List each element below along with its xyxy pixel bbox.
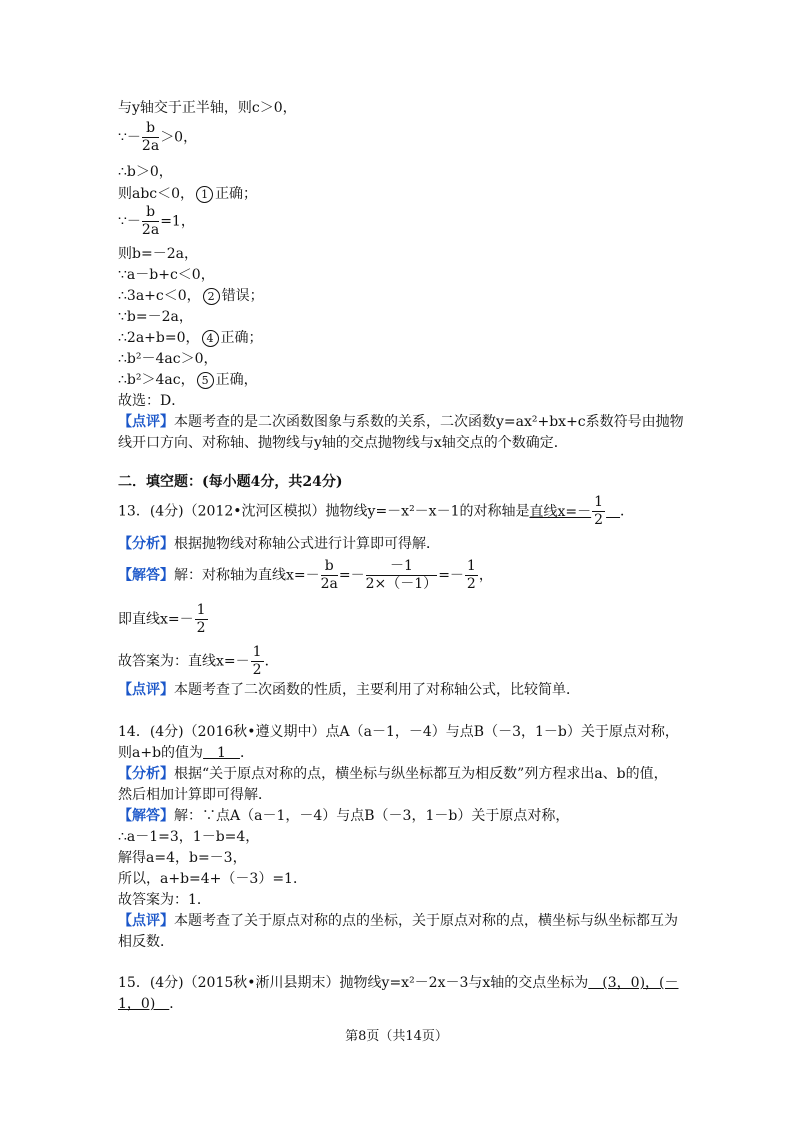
fraction: [366, 558, 438, 593]
prefix: ∴2a+b=0，: [118, 330, 200, 346]
answer-blank: (3，0)，(－: [588, 975, 679, 991]
solution-line: [118, 644, 279, 679]
prefix: ∴b²＞4ac，: [118, 372, 195, 388]
denominator: 2: [594, 512, 604, 528]
fraction: [142, 120, 159, 155]
prefix: ∵－: [118, 213, 141, 230]
circled-number: 5: [197, 372, 214, 389]
comment-text: 本题考查了关于原点对称的点的坐标，关于原点对称的点，横坐标与纵坐标都互为: [174, 913, 678, 929]
text-line: [118, 370, 258, 390]
analysis-text: 根据抛物线对称轴公式进行计算即可得解．: [174, 536, 440, 552]
denominator: 2a: [320, 576, 338, 592]
suffix: 错误；: [221, 288, 264, 304]
question-stem: 15．(4分)（2015秋•淅川县期末）抛物线y=x²－2x－3与x轴的交点坐标为: [118, 975, 589, 991]
denominator: 2a: [141, 222, 160, 238]
analysis-tag: 【分析】: [118, 766, 174, 782]
question-stem: 13．(4分)（2012•沈河区模拟）抛物线y=－x²－x－1的对称轴是: [118, 503, 530, 520]
prefix: ∴3a+c＜0，: [118, 288, 201, 304]
text-line-fraction: [118, 204, 195, 239]
comment-tag: 【点评】: [118, 913, 174, 929]
question-13: [118, 494, 634, 529]
solution-line: [118, 806, 569, 826]
answer-blank: [529, 494, 620, 528]
numerator: b: [321, 558, 338, 576]
text-line: ∵a－b+c＜0，: [118, 267, 215, 283]
comment-line: 线开口方向、对称轴、抛物线与y轴的交点抛物线与x轴交点的个数确定．: [118, 435, 568, 451]
solution-line: [118, 558, 493, 593]
end-punct: ，: [478, 567, 493, 584]
comment-line: [118, 911, 678, 931]
numerator: 1: [252, 644, 262, 660]
denominator: 2a: [141, 138, 160, 154]
question-15: [118, 973, 679, 993]
comment-line: [118, 680, 580, 700]
suffix: =1，: [160, 213, 195, 230]
analysis-tag: 【分析】: [118, 536, 174, 552]
text-line: 则b=－2a，: [118, 246, 198, 262]
suffix: 正确；: [215, 186, 258, 202]
solution-line: 故答案为：1．: [118, 892, 211, 908]
numerator: b: [142, 204, 159, 222]
denominator: 2: [196, 620, 206, 636]
question-14: 14．(4分)（2016秋•遵义期中）点A（a－1，－4）与点B（－3，1－b）关于原点对称，: [118, 724, 679, 740]
suffix: ＞0，: [160, 129, 198, 146]
analysis-line: [118, 534, 440, 554]
text-line: [118, 328, 263, 348]
fraction: [195, 602, 208, 637]
answer-prefix: 直线x=－: [529, 503, 592, 520]
circled-number: 1: [196, 186, 213, 203]
analysis-line: [118, 764, 668, 784]
circled-number: 2: [203, 288, 220, 305]
analysis-text: 根据“关于原点对称的点，横坐标与纵坐标都互为相反数”列方程求出a、b的值，: [174, 766, 668, 782]
comment-text: 本题考查的是二次函数图象与系数的关系，二次函数y=ax²+bx+c系数符号由抛物: [174, 414, 684, 430]
fraction: [465, 558, 478, 593]
solution-text: 解：∵点A（a－1，－4）与点B（－3，1－b）关于原点对称，: [174, 808, 570, 824]
denominator: 2: [466, 576, 476, 592]
solution-line: ∴a－1=3，1－b=4，: [118, 829, 260, 845]
comment-text: 本题考查了二次函数的性质，主要利用了对称轴公式，比较简单．: [174, 682, 580, 698]
fraction: [251, 644, 264, 679]
solution-tag: 【解答】: [118, 808, 174, 824]
answer-blank: 1，0): [118, 996, 170, 1012]
suffix: 正确，: [215, 372, 258, 388]
text-line: ∴b＞0，: [118, 164, 173, 180]
numerator: 1: [594, 494, 604, 510]
question-stem-line: [118, 743, 254, 763]
solution-text: 故答案为：直线x=－: [118, 653, 250, 670]
section-title: 二．填空题：(每小题4分，共24分): [118, 474, 343, 490]
comment-line: [118, 412, 684, 432]
end-punct: ．: [264, 653, 279, 670]
analysis-line: 然后相加计算即可得解．: [118, 787, 272, 803]
end-punct: ．: [169, 996, 184, 1012]
prefix: 则abc＜0，: [118, 186, 195, 202]
equals: =－: [338, 567, 365, 584]
end-punct: ．: [620, 503, 635, 520]
prefix: ∵－: [118, 129, 141, 146]
circled-number: 4: [202, 330, 219, 347]
solution-text: 即直线x=－: [118, 611, 194, 628]
numerator: －1: [366, 558, 438, 576]
solution-line: [118, 602, 209, 637]
text-line: [118, 184, 257, 204]
comment-tag: 【点评】: [118, 414, 174, 430]
page-footer: 第8页（共14页）: [345, 1029, 448, 1044]
fraction: [142, 204, 159, 239]
numerator: 1: [466, 558, 476, 574]
denominator: 2: [252, 662, 262, 678]
question-stem-line: [118, 994, 183, 1014]
solution-line: 所以，a+b=4+（－3）=1．: [118, 871, 307, 887]
text-line: 故选：D．: [118, 393, 186, 409]
numerator: 1: [196, 602, 206, 618]
text-line: ∴b²－4ac＞0，: [118, 351, 218, 367]
denominator: 2×（－1）: [365, 576, 438, 592]
solution-text: 解：对称轴为直线x=－: [174, 567, 320, 584]
fraction: [592, 494, 605, 529]
answer-blank: 1: [203, 745, 240, 761]
fraction: [321, 558, 338, 593]
equals: =－: [438, 567, 464, 584]
text-line-fraction: [118, 120, 197, 155]
question-stem: 则a+b的值为: [118, 745, 204, 761]
comment-line: 相反数．: [118, 934, 174, 950]
solution-line: 解得a=4，b=－3，: [118, 850, 247, 866]
end-punct: ．: [239, 745, 254, 761]
text-line: ∵b=－2a，: [118, 309, 193, 325]
comment-tag: 【点评】: [118, 682, 174, 698]
suffix: 正确；: [220, 330, 263, 346]
text-line: 与y轴交于正半轴，则c＞0，: [118, 100, 297, 116]
text-line: [118, 286, 264, 306]
numerator: b: [142, 120, 159, 138]
solution-tag: 【解答】: [118, 567, 174, 584]
